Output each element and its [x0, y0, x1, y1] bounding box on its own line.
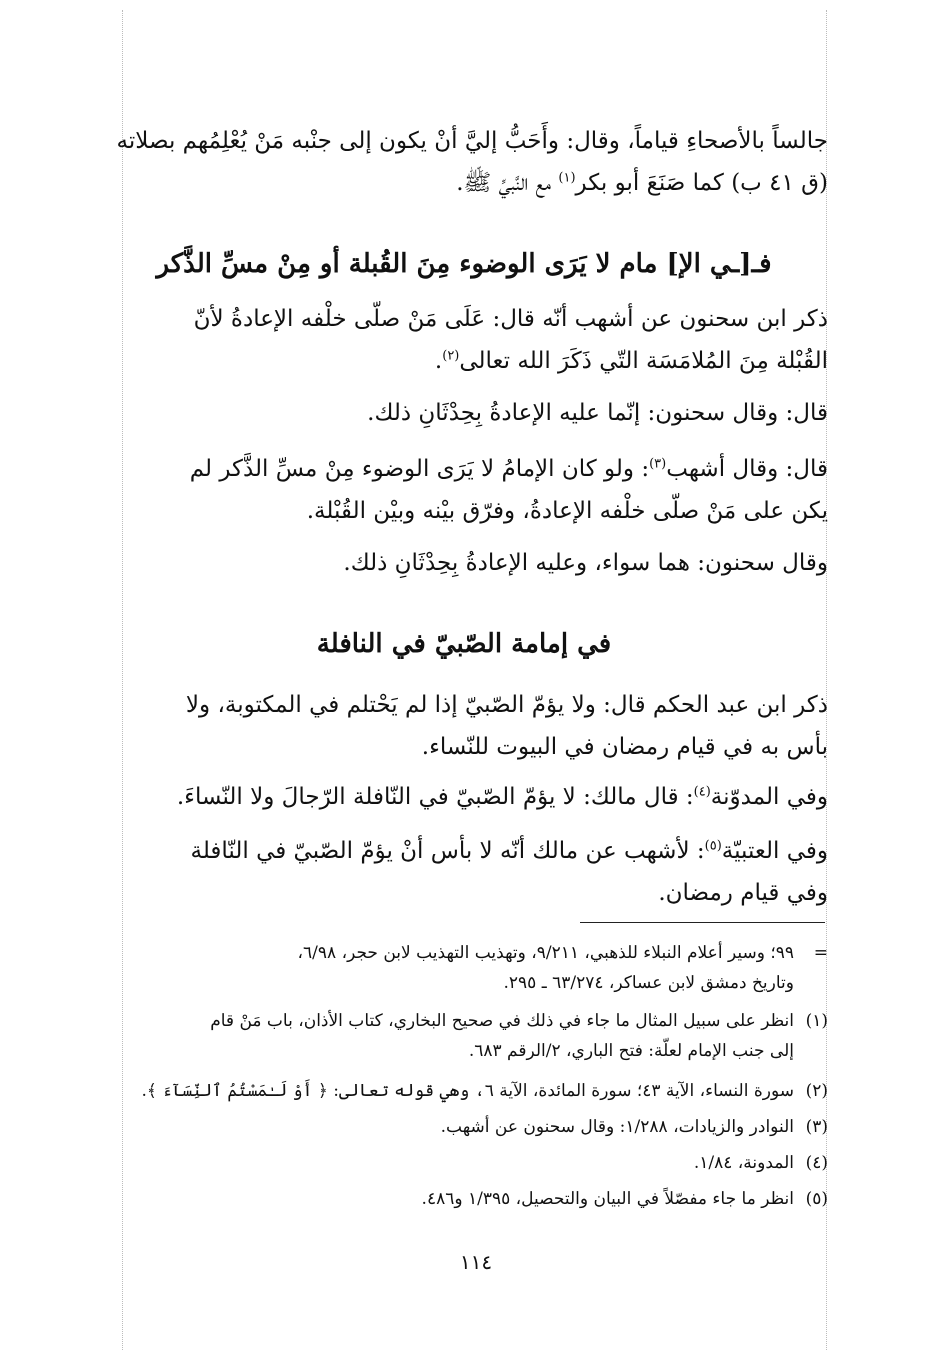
footnote-separator — [580, 922, 825, 923]
para4-line: وقال سحنون: هما سواء، وعليه الإعادةُ بِحِدْثَانِ ذلك. — [343, 550, 828, 576]
para1-line-1: ذكر ابن سحنون عن أشهب أنّه قال: عَلَى مَنْ صلّى خلْفه الإعادةُ لأنّ — [193, 306, 828, 332]
footnote-ref-5[interactable]: (٥) — [704, 838, 722, 854]
para6-line: وفي المدوّنة$^{(٤)}$: قال مالك: لا يؤمّ الصّبيّ في النّافلة الرّجالَ ولا النّساءَ. — [176, 784, 828, 810]
section-heading-1 — [100, 244, 828, 284]
para7-line-1: وفي العتبيّة$^{(٥)}$: لأشهب عن مالك أنّه لا بأس أنْ يؤمّ الصّبيّ في النّافلة — [190, 838, 828, 864]
para3-line-1: قال: وقال أشهب$^{(٣)}$: ولو كان الإمامُ لا يَرَى الوضوء مِنْ مسِّ الذَّكر لم — [189, 456, 828, 482]
footnote-cont-line-1: =٩٩؛ وسير أعلام النبلاء للذهبي، ٩/٢١١، وتهذيب التهذيب لابن حجر، ٦/٩٨، — [100, 938, 828, 968]
paragraph-3 — [100, 448, 828, 532]
footnote-4 — [100, 1148, 828, 1178]
footnote-1 — [100, 1006, 828, 1066]
footnote-1-line-2: إلى جنب الإمام لعلّة: فتح الباري، ٢/الرقم ٦٨٣. — [468, 1041, 794, 1061]
para7-line-2: وفي قيام رمضان. — [658, 880, 828, 906]
footnote-3-line: (٣)النوادر والزيادات، ١/٢٨٨: وقال سحنون عن أشهب. — [100, 1112, 828, 1142]
heading-1: فـ[ـي الإ] مام لا يَرَى الوضوء مِنَ القُبلة أو مِنْ مسِّ الذَّكر — [156, 249, 772, 279]
intro-line-1: جالساً بالأصحاءِ قياماً، وقال: وأَحَبُّ إليَّ أنْ يكون إلى جنْبه مَنْ يُعْلِمُهم بصلاته — [116, 128, 828, 154]
para2-line: قال: وقال سحنون: إنّما عليه الإعادةُ بِحِدْثَانِ ذلك. — [367, 400, 828, 426]
footnote-ref-3[interactable]: (٣) — [649, 456, 667, 472]
footnote-2-number: (٢) — [805, 1081, 828, 1101]
footnote-continuation — [100, 938, 828, 998]
section-heading-2 — [100, 624, 828, 664]
intro-paragraph — [100, 120, 828, 204]
footnote-2 — [100, 1076, 828, 1106]
footnote-3 — [100, 1112, 828, 1142]
para5-line-2: بأس به في قيام رمضان في البيوت للنّساء. — [421, 734, 828, 760]
continuation-marker: = — [813, 943, 828, 963]
intro-line-2: (ق ٤١ ب) كما صَنَعَ أبو بكر$^{(١)}$ مع النَّبيِّ ﷺ. — [456, 170, 828, 196]
footnote-3-number: (٣) — [805, 1117, 828, 1137]
footnote-2-line: (٢)سورة النساء، الآية ٤٣؛ سورة المائدة، الآية ٦، وهي قوله تعالى: ﴿ أَوْ لَـٰمَسْتُمُ ٱلنِّسَآءَ ﴾. — [100, 1076, 828, 1106]
paragraph-4 — [100, 542, 828, 584]
footnote-5 — [100, 1184, 828, 1214]
footnote-5-line: (٥)انظر ما جاء مفصّلاً في البيان والتحصيل، ١/٣٩٥ و٤٨٦. — [100, 1184, 828, 1214]
footnote-1-number: (١) — [805, 1011, 828, 1031]
para1-line-2: القُبْلة مِنَ المُلامَسَة التّي ذَكَرَ الله تعالى$^{(٢)}$. — [434, 348, 828, 374]
footnote-5-number: (٥) — [805, 1189, 828, 1209]
footnote-ref-4[interactable]: (٤) — [693, 784, 711, 800]
page-number: ١١٤ — [459, 1250, 493, 1274]
footnote-4-number: (٤) — [805, 1153, 828, 1173]
paragraph-6 — [100, 776, 828, 818]
footnote-ref-1[interactable]: (١) — [558, 170, 576, 186]
paragraph-1 — [100, 298, 828, 382]
footnote-1-line-1: (١)انظر على سبيل المثال ما جاء في ذلك في صحيح البخاري، كتاب الأذان، باب مَنْ قام — [100, 1006, 828, 1036]
footnote-ref-2[interactable]: (٢) — [442, 348, 460, 364]
paragraph-2 — [100, 392, 828, 434]
para5-line-1: ذكر ابن عبد الحكم قال: ولا يؤمّ الصّبيّ إذا لم يَحْتلم في المكتوبة، ولا — [185, 692, 828, 718]
heading-2: في إمامة الصّبيّ في النافلة — [316, 629, 612, 659]
footnote-4-line: (٤)المدونة، ١/٨٤. — [100, 1148, 828, 1178]
paragraph-5 — [100, 684, 828, 768]
para3-line-2: يكن على مَنْ صلّى خلْفه الإعادةُ، وفرّق بيْنه وبيْن القُبْلة. — [306, 498, 828, 524]
paragraph-7 — [100, 830, 828, 914]
footnote-cont-line-2: وتاريخ دمشق لابن عساكر، ٦٣/٢٧٤ ـ ٢٩٥. — [503, 973, 794, 993]
